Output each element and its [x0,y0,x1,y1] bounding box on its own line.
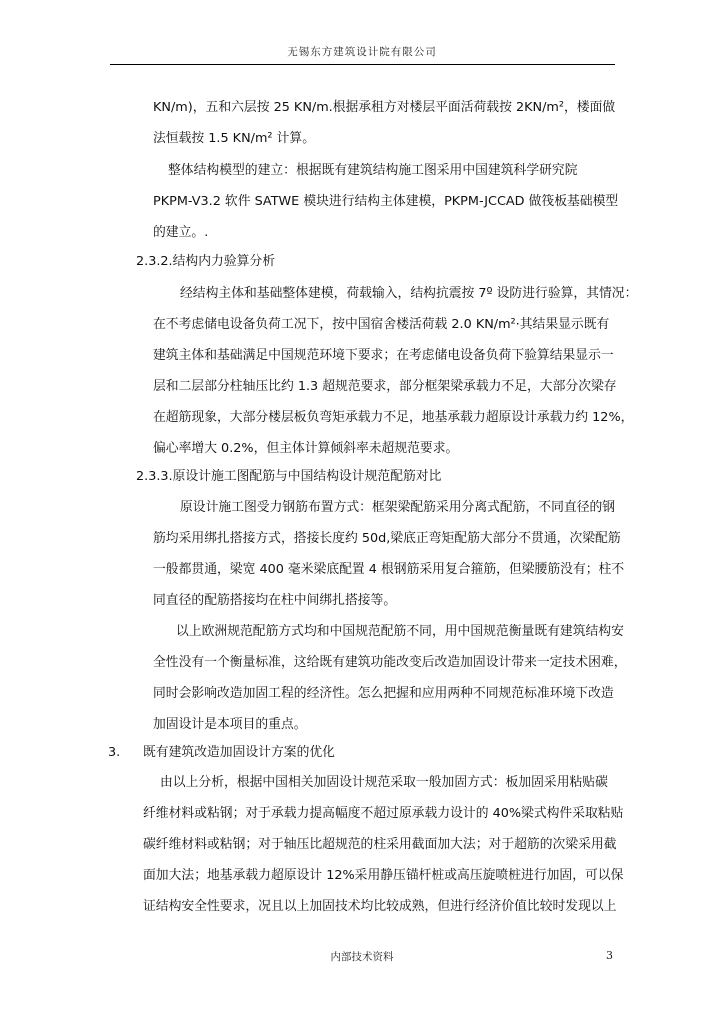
section-heading-2-3-2: 2.3.2.结构内力验算分析 [136,254,276,269]
text-line: 层和二层部分柱轴压比约 1.3 超规范要求，部分框架梁承载力不足，大部分次梁存 [153,379,617,394]
text-line: PKPM-V3.2 软件 SATWE 模块进行结构主体建模，PKPM-JCCAD 做筏板基础模型 [153,194,619,209]
text-line: 经结构主体和基础整体建模，荷载输入，结构抗震按 7º 设防进行验算，其情况： [180,286,638,301]
text-line: 法恒载按 1.5 KN/m² 计算。 [153,131,316,146]
text-line: 纤维材料或粘钢；对于承载力提高幅度不超过原承载力设计的 40%梁式构件采取粘贴 [143,806,624,821]
text-line: 偏心率增大 0.2%，但主体计算倾斜率未超规范要求。 [153,441,459,456]
text-line: 全性没有一个衡量标准，这给既有建筑功能改变后改造加固设计带来一定技术困难， [153,655,627,670]
section-number-3: 3. [108,745,121,760]
text-line: 在不考虑储电设备负荷工况下，按中国宿舍楼活荷载 2.0 KN/m²·其结果显示既有 [153,317,610,332]
section-heading-3: 既有建筑改造加固设计方案的优化 [143,745,335,760]
text-line: 面加大法；地基承载力超原设计 12%采用静压锚杆桩或高压旋喷桩进行加固，可以保 [143,868,624,883]
text-line: KN/m)，五和六层按 25 KN/m.根据承租方对楼层平面活荷载按 2KN/m²，楼面做 [153,100,616,115]
text-line: 筋均采用绑扎搭接方式，搭接长度约 50d,梁底正弯矩配筋大部分不贯通，次梁配筋 [153,531,621,546]
text-line: 整体结构模型的建立：根据既有建筑结构施工图采用中国建筑科学研究院 [168,163,578,178]
page-footer: 内部技术资料 [330,951,394,963]
text-line: 的建立。. [153,225,209,240]
text-line: 原设计施工图受力钢筋布置方式：框架梁配筋采用分离式配筋，不同直径的钢 [180,500,616,515]
text-line: 一般都贯通，梁宽 400 毫米梁底配置 4 根钢筋采用复合箍筋，但梁腰筋没有；柱不 [153,562,625,577]
text-line: 以上欧洲规范配筋方式均和中国规范配筋不同，用中国规范衡量既有建筑结构安 [176,624,624,639]
text-line: 同直径的配筋搭接均在柱中间绑扎搭接等。 [153,593,397,608]
text-line: 由以上分析，根据中国相关加固设计规范采取一般加固方式：板加固采用粘贴碳 [160,775,608,790]
page-header: 无锡东方建筑设计院有限公司 [287,46,437,58]
header-divider [110,64,615,65]
text-line: 碳纤维材料或粘钢；对于轴压比超规范的柱采用截面加大法；对于超筋的次梁采用截 [143,837,617,852]
text-line: 在超筋现象，大部分楼层板负弯矩承载力不足，地基承载力超原设计承载力约 12%， [153,410,634,425]
section-heading-2-3-3: 2.3.3.原设计施工图配筋与中国结构设计规范配筋对比 [136,469,442,484]
text-line: 加固设计是本项目的重点。 [153,717,307,732]
page-number: 3 [606,949,613,962]
text-line: 证结构安全性要求，况且以上加固技术均比较成熟，但进行经济价值比较时发现以上 [143,899,617,914]
text-line: 建筑主体和基础满足中国规范环境下要求；在考虑储电设备负荷下验算结果显示一 [153,348,614,363]
text-line: 同时会影响改造加固工程的经济性。怎么把握和应用两种不同规范标准环境下改造 [153,686,614,701]
